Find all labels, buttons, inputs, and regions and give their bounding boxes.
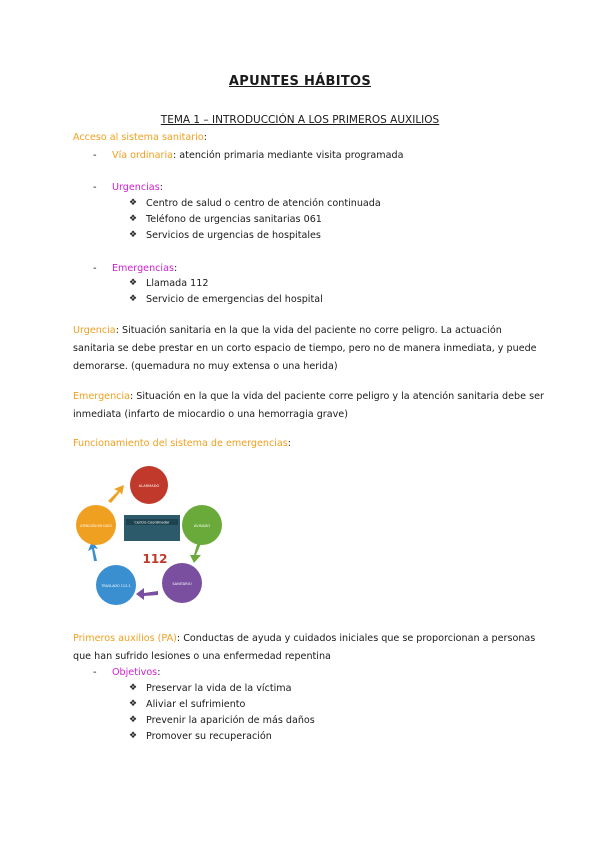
list-item: Servicios de urgencias de hospitales	[146, 230, 321, 241]
objetivos-colon: :	[157, 667, 161, 678]
emergencias-label: Emergencias	[112, 263, 174, 274]
acceso-heading-text: Acceso al sistema sanitario	[73, 132, 204, 143]
node-label: AVISADO	[193, 524, 211, 528]
via-ordinaria-line	[112, 149, 404, 163]
cycle-arrow	[136, 588, 158, 600]
pa-def-line2: que han sufrido lesiones o una enfermedad repentina	[73, 651, 331, 662]
via-ordinaria-text: : atención primaria mediante visita programada	[173, 150, 404, 161]
dash-bullet: -	[93, 150, 97, 161]
pa-def-line1	[73, 632, 535, 646]
emergencia-text: : Situación en la que la vida del paciente corre peligro y la atención sanitaria debe ser	[129, 391, 544, 402]
urgencia-text: : Situación sanitaria en la que la vida del paciente no corre peligro. La actuación	[115, 325, 502, 336]
urgencia-def-line1	[73, 324, 502, 338]
pa-term: Primeros auxilios (PA)	[73, 633, 177, 644]
diamond-bullet-icon: ❖	[129, 214, 138, 224]
diamond-bullet-icon: ❖	[129, 683, 138, 693]
diamond-bullet-icon: ❖	[129, 699, 138, 709]
emergency-system-diagram	[74, 463, 224, 613]
node-label: SANITARIO	[172, 582, 192, 586]
emergencias-line	[112, 262, 177, 276]
node-label: ALARMADO	[138, 484, 160, 488]
urgencias-colon: :	[159, 182, 163, 193]
center-coordinator-label: Centro Coordinador	[134, 520, 170, 525]
list-item: Promover su recuperación	[146, 731, 272, 742]
dash-bullet: -	[93, 263, 97, 274]
emergencia-def-line2: inmediata (infarto de miocardio o una hemorragia grave)	[73, 409, 348, 420]
emergencia-def-line1	[73, 390, 544, 404]
funcionamiento-heading	[73, 437, 291, 451]
list-item: Teléfono de urgencias sanitarias 061	[146, 214, 322, 225]
via-ordinaria-label: Vía ordinaria	[112, 150, 174, 161]
emergency-number: 112	[142, 552, 168, 566]
funcionamiento-heading-text: Funcionamiento del sistema de emergencias	[73, 438, 288, 449]
diamond-bullet-icon: ❖	[129, 230, 138, 240]
list-item: Llamada 112	[146, 278, 209, 289]
urgencias-line	[112, 181, 163, 195]
diamond-bullet-icon: ❖	[129, 278, 138, 288]
pa-text: : Conductas de ayuda y cuidados iniciales que se proporcionan a personas	[176, 633, 536, 644]
node-label: ATENCIÓN EN CASO	[80, 524, 112, 528]
dash-bullet: -	[93, 667, 97, 678]
acceso-heading	[73, 131, 207, 145]
diamond-bullet-icon: ❖	[129, 198, 138, 208]
objetivos-line	[112, 666, 160, 680]
list-item: Servicio de emergencias del hospital	[146, 294, 323, 305]
funcionamiento-heading-colon: :	[287, 438, 291, 449]
list-item: Centro de salud o centro de atención continuada	[146, 198, 381, 209]
urgencia-term: Urgencia	[73, 325, 116, 336]
dash-bullet: -	[93, 182, 97, 193]
urgencia-def-line3: demorarse. (quemadura no muy extensa o una herida)	[73, 361, 338, 372]
list-item: Aliviar el sufrimiento	[146, 699, 246, 710]
urgencias-label: Urgencias	[112, 182, 160, 193]
urgencia-def-line2: sanitaria se debe prestar en un corto espacio de tiempo, pero no de manera inmediata, y puede	[73, 343, 537, 354]
diamond-bullet-icon: ❖	[129, 731, 138, 741]
acceso-heading-colon: :	[203, 132, 207, 143]
node-label: TRASLADO 112-1	[101, 584, 131, 588]
emergencia-term: Emergencia	[73, 391, 130, 402]
document-subtitle: TEMA 1 – INTRODUCCIÓN A LOS PRIMEROS AUXILIOS	[160, 114, 440, 126]
diamond-bullet-icon: ❖	[129, 294, 138, 304]
center-coordinator-box	[124, 515, 180, 541]
cycle-arrow	[108, 485, 124, 503]
diamond-bullet-icon: ❖	[129, 715, 138, 725]
emergencias-colon: :	[173, 263, 178, 274]
document-title: APUNTES HÁBITOS	[228, 74, 372, 89]
list-item: Preservar la vida de la víctima	[146, 683, 292, 694]
objetivos-label: Objetivos	[112, 667, 158, 678]
list-item: Prevenir la aparición de más daños	[146, 715, 315, 726]
